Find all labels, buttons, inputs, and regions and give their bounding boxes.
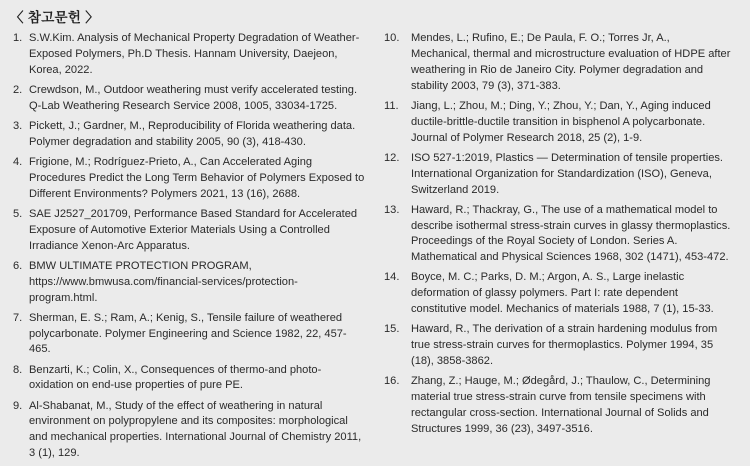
reference-text: BMW ULTIMATE PROTECTION PROGRAM, https://www.bmwusa.com/financial-services/protection-program.html. <box>29 259 298 304</box>
reference-text: ISO 527-1:2019, Plastics — Determination of tensile properties. International Organization for Standardization (ISO), Geneva, Switzerland 2019. <box>411 151 724 196</box>
references-column-left <box>10 31 365 466</box>
reference-item <box>10 399 365 463</box>
references-columns <box>10 31 732 466</box>
reference-number: 4. <box>13 155 23 168</box>
references-heading: 〈 참고문헌 〉 <box>10 10 100 25</box>
reference-number: 7. <box>13 311 23 324</box>
reference-number: 6. <box>13 259 23 272</box>
reference-item <box>384 151 732 199</box>
reference-list-right <box>384 31 732 438</box>
reference-number: 11. <box>384 99 399 112</box>
reference-text: Frigione, M.; Rodríguez-Prieto, A., Can Accelerated Aging Procedures Predict the Long Term Behavior of Polymers Exposed to Different Environments? Polymers 2021, 13 (16), 2688. <box>29 155 365 200</box>
reference-item <box>10 311 365 359</box>
reference-item <box>10 83 365 115</box>
references-column-right <box>384 31 732 466</box>
reference-item <box>10 363 365 395</box>
reference-item <box>10 119 365 151</box>
reference-item <box>10 31 365 79</box>
reference-number: 2. <box>13 83 23 96</box>
reference-number: 12. <box>384 151 400 164</box>
reference-item <box>10 155 365 203</box>
reference-item <box>384 99 732 147</box>
reference-text: Haward, R.; Thackray, G., The use of a mathematical model to describe isothermal stress-strain curves in glassy thermoplastics. Proceedings of the Royal Society of London. Series A. Mathematical and Physical Sciences 1968, 302 (1471), 453-472. <box>411 203 731 264</box>
reference-number: 16. <box>384 375 400 388</box>
reference-number: 9. <box>13 399 23 412</box>
reference-item <box>384 270 732 318</box>
reference-text: Sherman, E. S.; Ram, A.; Kenig, S., Tensile failure of weathered polycarbonate. Polymer Engineering and Science 1982, 22, 457-465. <box>29 311 347 356</box>
reference-item <box>384 374 732 438</box>
reference-number: 10. <box>384 32 400 44</box>
reference-text: Al-Shabanat, M., Study of the effect of weathering in natural environment on polypropylene and its composites: morphological and mechanical properties. International Journal of Chemistry 2011, 3 (1), 129. <box>29 399 362 460</box>
reference-text: Zhang, Z.; Hauge, M.; Ødegård, J.; Thaulow, C., Determining material true stress-strain curve from tensile specimens with rectangular cross-section. International Journal of Solids and Structures 1999, 36 (23), 3497-3516. <box>411 375 711 435</box>
reference-item <box>384 31 732 95</box>
reference-text: Haward, R., The derivation of a strain hardening modulus from true stress-strain curves for thermoplastics. Polymer 1994, 35 (18), 3858-3862. <box>411 323 718 368</box>
reference-number: 1. <box>13 32 23 44</box>
reference-text: Jiang, L.; Zhou, M.; Ding, Y.; Zhou, Y.; Dan, Y., Aging induced ductile-brittle-ductile transition in bisphenol A polycarbonate. Journal of Polymer Research 2018, 25 (2), 1-9. <box>411 99 711 144</box>
reference-number: 5. <box>13 207 23 220</box>
reference-text: S.W.Kim. Analysis of Mechanical Property Degradation of Weather-Exposed Polymers, Ph.D Thesis. Hannam University, Daejeon, Korea, 2022. <box>29 32 360 76</box>
reference-text: Crewdson, M., Outdoor weathering must verify accelerated testing. Q-Lab Weathering Research Service 2008, 1005, 33034-1725. <box>29 83 358 112</box>
reference-item <box>384 203 732 267</box>
reference-list-left <box>10 31 365 462</box>
reference-item <box>10 259 365 307</box>
reference-number: 8. <box>13 363 23 376</box>
reference-item <box>10 207 365 255</box>
reference-text: Mendes, L.; Rufino, E.; De Paula, F. O.; Torres Jr, A., Mechanical, thermal and microstructure evaluation of HDPE after weathering in Rio de Janeiro City. Polymer degradation and stability 2003, 79 (3), 371-383. <box>411 32 731 92</box>
reference-number: 15. <box>384 323 400 336</box>
reference-item <box>384 322 732 370</box>
reference-number: 13. <box>384 203 400 216</box>
reference-text: Pickett, J.; Gardner, M., Reproducibility of Florida weathering data. Polymer degradation and stability 2005, 90 (3), 418-430. <box>29 119 356 148</box>
reference-text: SAE J2527_201709, Performance Based Standard for Accelerated Exposure of Automotive Exterior Materials Using a Controlled Irradiance Xenon-Arc Apparatus. <box>29 207 358 252</box>
reference-text: Benzarti, K.; Colin, X., Consequences of thermo-and photo-oxidation on end-use properties of pure PE. <box>29 363 322 392</box>
reference-number: 14. <box>384 271 400 284</box>
reference-text: Boyce, M. C.; Parks, D. M.; Argon, A. S., Large inelastic deformation of glassy polymers. Part I: rate dependent constitutive model. Mechanics of materials 1988, 7 (1), 15-33. <box>411 271 714 316</box>
reference-number: 3. <box>13 119 23 132</box>
